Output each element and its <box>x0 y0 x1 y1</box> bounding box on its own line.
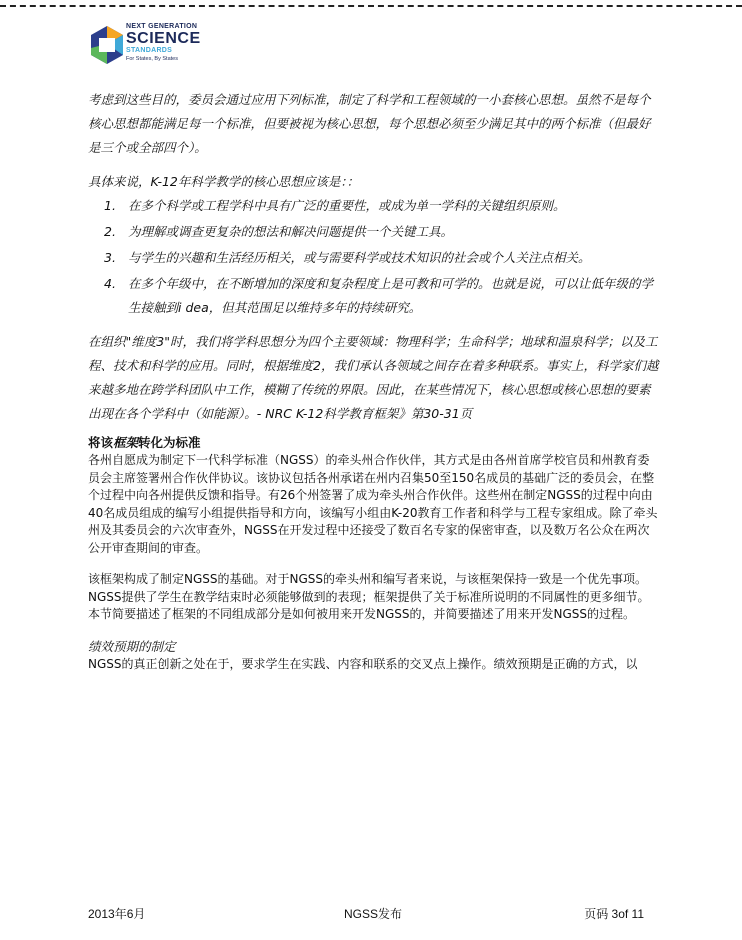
document-body <box>88 88 660 673</box>
criteria-lead: 具体来说，K-12年科学教学的核心思想应该是：： <box>88 174 360 189</box>
footer-page-number: 页码 3of 11 <box>584 907 644 921</box>
list-item: 3. 与学生的兴趣和生活经历相关，或与需要科学或技术知识的社会或个人关注点相关。 <box>104 250 591 265</box>
list-item: 4. 在多个年级中，在不断增加的深度和复杂程度上是可教和可学的。也就是说，可以让低年级的学生接触到i dea，但其范围足以维持多年的持续研究。 <box>104 276 654 315</box>
criteria-list <box>88 194 660 320</box>
logo-hexagon-icon <box>88 24 126 68</box>
logo-line-1: NEXT GENERATION <box>126 23 198 30</box>
section-heading: 将该框架转化为标准 <box>88 435 201 450</box>
logo-line-2: SCIENCE <box>126 30 201 47</box>
logo-line-3: STANDARDS <box>126 47 173 54</box>
footer-date: 2013年6月 <box>88 907 146 921</box>
list-item: 1. 在多个科学或工程学科中具有广泛的重要性，或成为单一学科的关键组织原则。 <box>104 198 566 213</box>
logo-tagline: For States, By States <box>126 56 178 62</box>
ngss-logo <box>88 22 200 70</box>
nrc-quote: 在组织"维度3"时，我们将学科思想分为四个主要领域：物理科学；生命科学；地球和温泉科学；以及工程、技术和科学的应用。同时，根据维度2，我们承认各领域之间存在着多种联系。事实上，科学家们越来越多地在跨学科团队中工作，模糊了传统的界限。因此，在某些情况下，核心思想或核心思想的要素出现在各个学科中（如能源）。- NRC K-12科学教育框架》第30-31页 <box>88 334 659 421</box>
intro-paragraph: 考虑到这些目的，委员会通过应用下列标准，制定了科学和工程领域的一小套核心思想。虽然不是每个核心思想都能满足每一个标准，但要被视为核心思想，每个思想必须至少满足其中的两个标准（但最好是三个或全部四个）。 <box>88 92 651 155</box>
list-item: 2. 为理解或调查更复杂的想法和解决问题提供一个关键工具。 <box>104 224 454 239</box>
footer-title: NGSS发布 <box>344 907 403 921</box>
section-paragraph-2: 该框架构成了制定NGSS的基础。对于NGSS的牵头州和编写者来说，与该框架保持一致是一个优先事项。NGSS提供了学生在教学结束时必须能够做到的表现；框架提供了关于标准所说明的不同属性的更多细节。本节简要描述了框架的不同组成部分是如何被用来开发NGSS的，并简要描述了用来开发NGSS的过程。 <box>88 572 650 621</box>
page-top-border <box>0 5 742 7</box>
subsection-paragraph: NGSS的真正创新之处在于，要求学生在实践、内容和联系的交叉点上操作。绩效预期是正确的方式，以 <box>88 656 638 671</box>
section-paragraph-1: 各州自愿成为制定下一代科学标准（NGSS）的牵头州合作伙伴，其方式是由各州首席学校官员和州教育委员会主席签署州合作伙伴协议。该协议包括各州承诺在州内召集50至150名成员的基础广泛的委员会，在整个过程中向各州提供反馈和指导。有26个州签署了成为牵头州合作伙伴。这些州在制定NGSS的过程中向由40名成员组成的编写小组提供指导和方向，该编写小组由K-20教育工作者和科学与工程专家组成。除了牵头州及其委员会的六次审查外，NGSS在开发过程中还接受了数百名专家的保密审查，以及数万名公众在两次公开审查期间的审查。 <box>88 453 658 555</box>
subsection-heading: 绩效预期的制定 <box>88 638 176 654</box>
